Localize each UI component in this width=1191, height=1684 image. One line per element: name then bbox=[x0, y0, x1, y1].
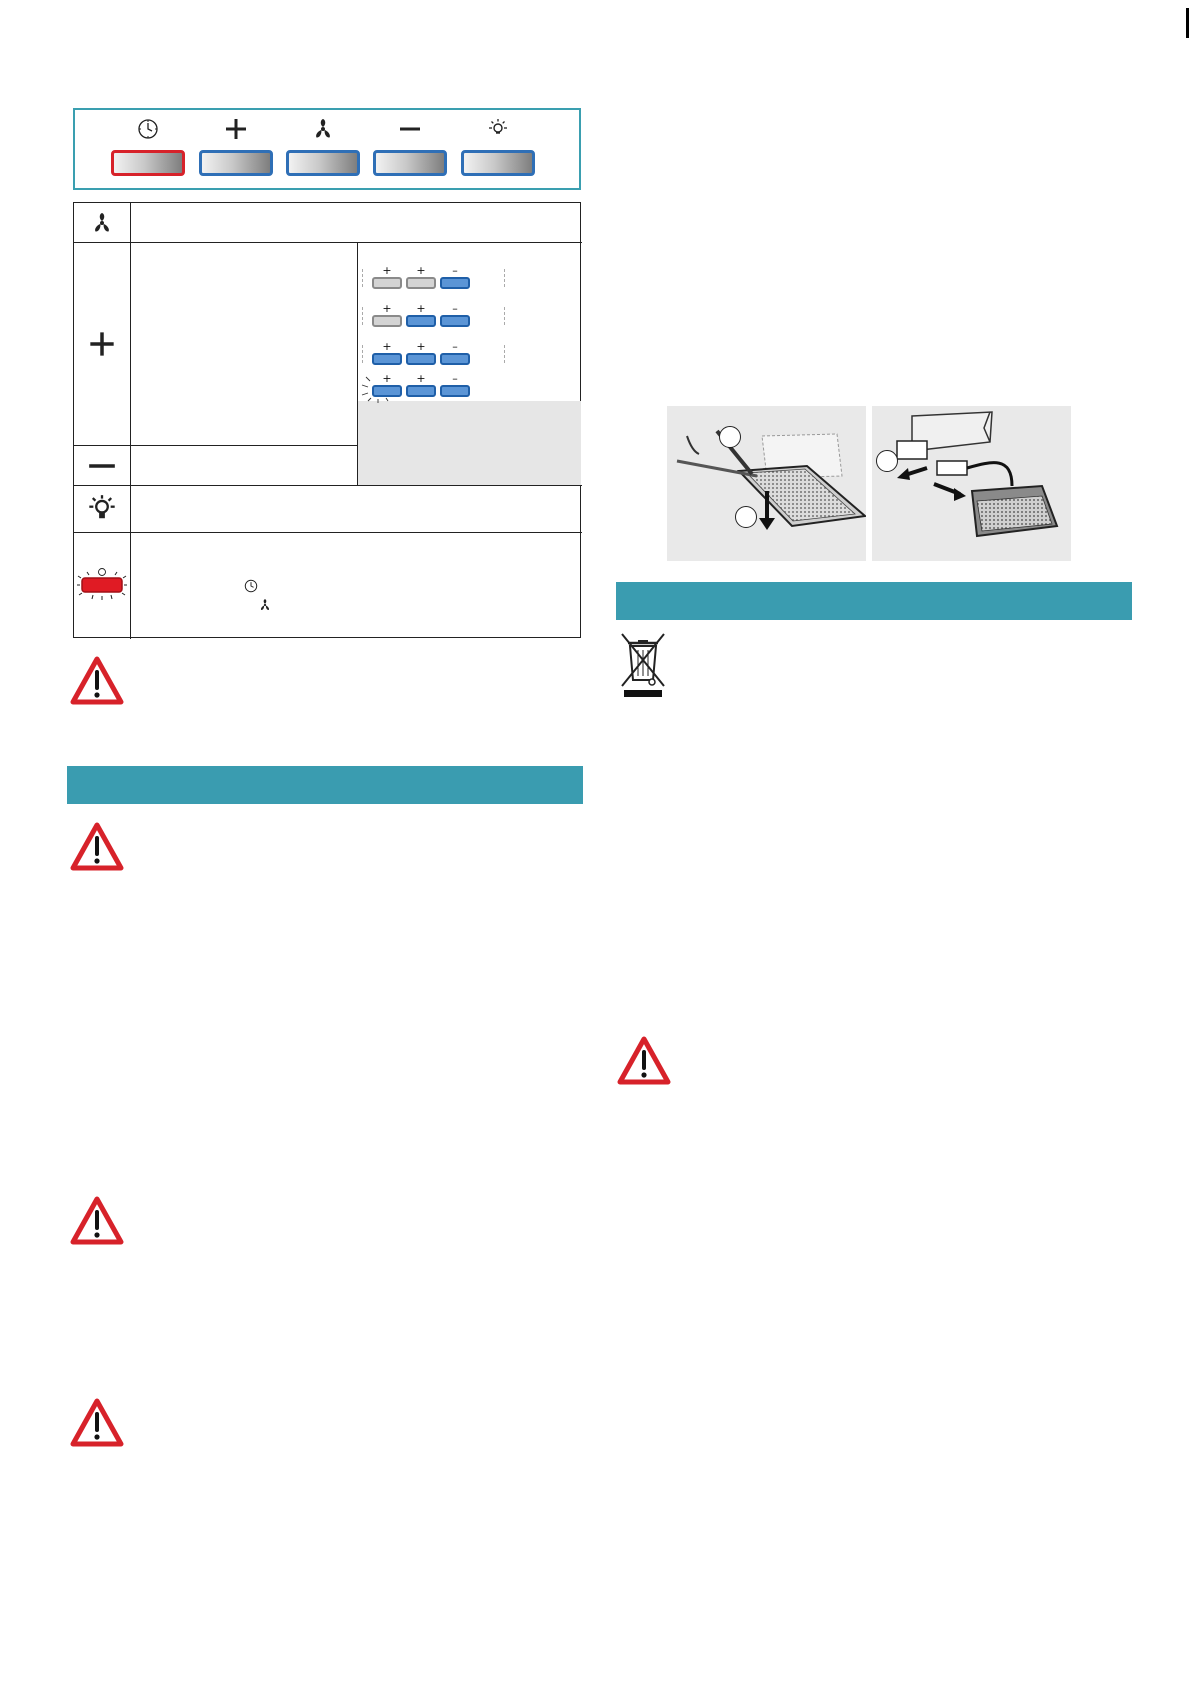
minus-label: – bbox=[452, 264, 458, 277]
plus-label: + bbox=[416, 302, 426, 315]
minus-icon bbox=[74, 446, 130, 485]
crossed-out-wheelie-bin-icon bbox=[618, 630, 668, 698]
function-table bbox=[73, 202, 581, 638]
warning-icon bbox=[70, 822, 124, 872]
light-icon bbox=[74, 486, 130, 532]
plus-label: + bbox=[382, 302, 392, 315]
blink-rays bbox=[358, 373, 408, 405]
plus-button[interactable] bbox=[199, 150, 273, 176]
minus-button[interactable] bbox=[373, 150, 447, 176]
minus-icon bbox=[373, 116, 447, 142]
speed-led-on bbox=[440, 315, 470, 327]
speed-led-off bbox=[372, 277, 402, 289]
callout-circle bbox=[735, 506, 757, 528]
speed-led-on bbox=[406, 315, 436, 327]
fan-icon bbox=[258, 598, 272, 612]
light-icon bbox=[461, 116, 535, 142]
row-divider bbox=[74, 532, 582, 533]
warning-icon bbox=[70, 1196, 124, 1246]
callout-circle bbox=[876, 450, 898, 472]
row-divider bbox=[74, 242, 582, 243]
filter-removal-figure bbox=[667, 406, 866, 561]
page-edge-mark bbox=[1186, 8, 1189, 38]
fan-icon bbox=[74, 203, 130, 242]
plus-icon bbox=[74, 243, 130, 445]
section-header-bar bbox=[616, 582, 1132, 620]
speed-led-off bbox=[372, 315, 402, 327]
clock-icon bbox=[111, 116, 185, 142]
lamp-connector-figure bbox=[872, 406, 1071, 561]
section-header-bar bbox=[67, 766, 583, 804]
control-panel bbox=[73, 108, 581, 190]
clock-icon bbox=[244, 579, 258, 593]
minus-label: – bbox=[452, 372, 458, 385]
plus-label: + bbox=[416, 340, 426, 353]
column-divider bbox=[357, 243, 358, 485]
minus-label: – bbox=[452, 340, 458, 353]
speed-led-on bbox=[372, 353, 402, 365]
minus-label: – bbox=[452, 302, 458, 315]
plus-label: + bbox=[382, 372, 392, 385]
blinking-speed-area bbox=[357, 401, 581, 485]
speed-led-on bbox=[406, 385, 436, 397]
warning-icon bbox=[70, 1398, 124, 1448]
plus-label: + bbox=[382, 340, 392, 353]
fan-button[interactable] bbox=[286, 150, 360, 176]
plus-label: + bbox=[382, 264, 392, 277]
plus-label: + bbox=[416, 372, 426, 385]
speed-led-on bbox=[440, 277, 470, 289]
light-button[interactable] bbox=[461, 150, 535, 176]
speed-led-off bbox=[406, 277, 436, 289]
column-divider bbox=[130, 203, 131, 639]
row-divider bbox=[74, 485, 582, 486]
warning-icon bbox=[617, 1036, 671, 1086]
plus-label: + bbox=[416, 264, 426, 277]
timer-blinking-red-icon bbox=[74, 533, 130, 639]
callout-circle bbox=[719, 426, 741, 448]
speed-led-on bbox=[406, 353, 436, 365]
warning-icon bbox=[70, 656, 124, 706]
plus-icon bbox=[199, 116, 273, 142]
speed-led-on bbox=[440, 385, 470, 397]
timer-button[interactable] bbox=[111, 150, 185, 176]
speed-led-on bbox=[440, 353, 470, 365]
fan-icon bbox=[286, 116, 360, 142]
